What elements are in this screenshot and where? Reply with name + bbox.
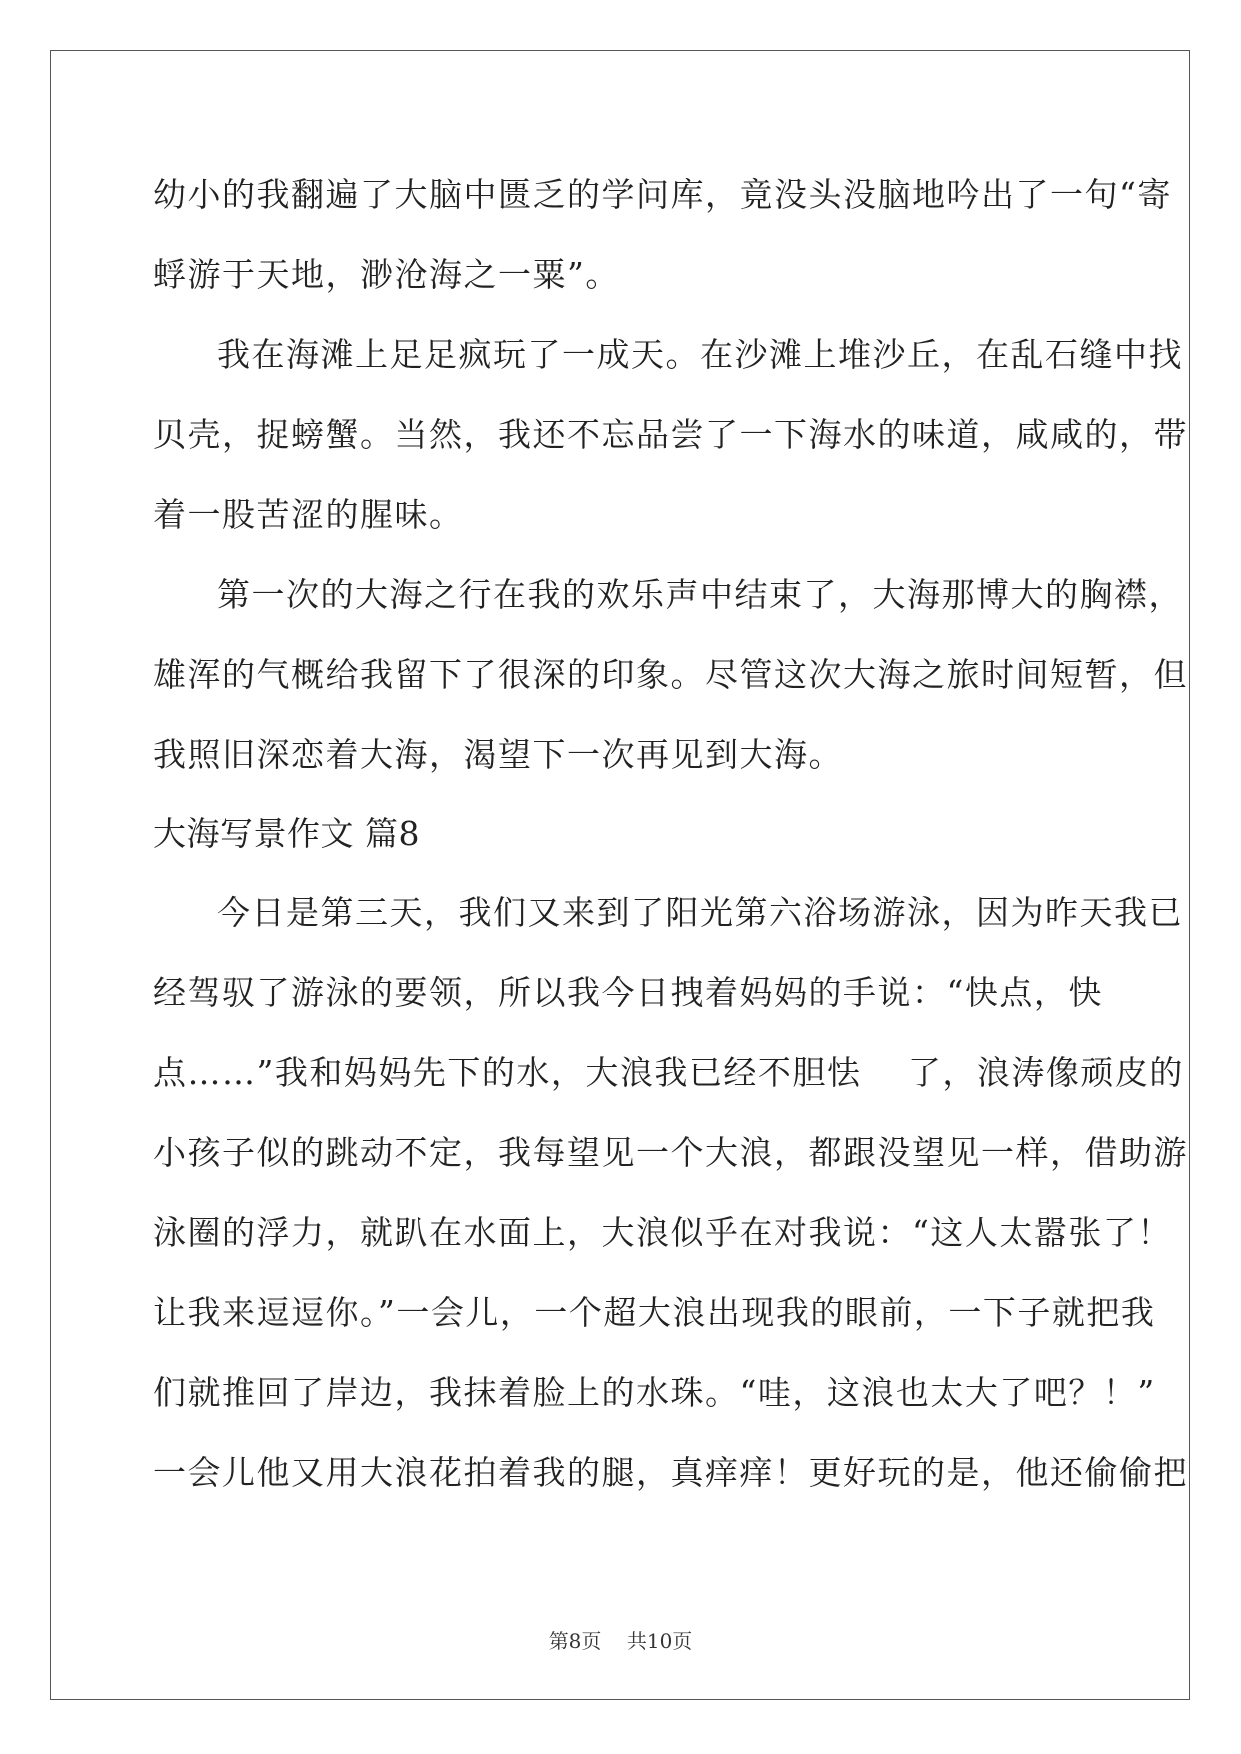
- text-line: 泳圈的浮力，就趴在水面上，大浪似乎在对我说：“这人太嚣张了！: [153, 1213, 1172, 1252]
- text-line: 贝壳，捉螃蟹。当然，我还不忘品尝了一下海水的味道，咸咸的，带: [153, 415, 1188, 454]
- text-line: 雄浑的气概给我留下了很深的印象。尽管这次大海之旅时间短暂，但: [153, 655, 1188, 694]
- page-number: 第8页: [548, 1629, 602, 1653]
- text-line: 点……”我和妈妈先下的水，大浪我已经不胆怯 了，浪涛像顽皮的: [153, 1053, 1184, 1092]
- text-line: 让我来逗逗你。”一会儿，一个超大浪出现我的眼前，一下子就把我: [153, 1293, 1156, 1332]
- text-line: 我在海滩上足足疯玩了一成天。在沙滩上堆沙丘，在乱石缝中找: [217, 335, 1183, 374]
- text-line: 蜉游于天地，渺沧海之一粟”。: [153, 255, 620, 294]
- text-line: 第一次的大海之行在我的欢乐声中结束了，大海那博大的胸襟，: [217, 575, 1183, 614]
- page-total: 共10页: [626, 1629, 693, 1653]
- text-line: 小孩子似的跳动不定，我每望见一个大浪，都跟没望见一样，借助游: [153, 1133, 1188, 1172]
- page-footer: [0, 1625, 1241, 1654]
- text-line: 经驾驭了游泳的要领，所以我今日拽着妈妈的手说：“快点，快: [153, 973, 1103, 1012]
- document-body: [153, 155, 1188, 1513]
- text-line: 一会儿他又用大浪花拍着我的腿，真痒痒！更好玩的是，他还偷偷把: [153, 1453, 1188, 1492]
- text-line: 着一股苦涩的腥味。: [153, 495, 464, 534]
- text-line: 我照旧深恋着大海，渴望下一次再见到大海。: [153, 735, 843, 774]
- text-line: 今日是第三天，我们又来到了阳光第六浴场游泳，因为昨天我已: [217, 893, 1183, 932]
- section-heading: 大海写景作文 篇8: [153, 814, 420, 853]
- text-line: 幼小的我翻遍了大脑中匮乏的学问库，竟没头没脑地吟出了一句“寄: [153, 175, 1172, 214]
- text-line: 们就推回了岸边，我抹着脸上的水珠。“哇，这浪也太大了吧？！”: [153, 1373, 1156, 1412]
